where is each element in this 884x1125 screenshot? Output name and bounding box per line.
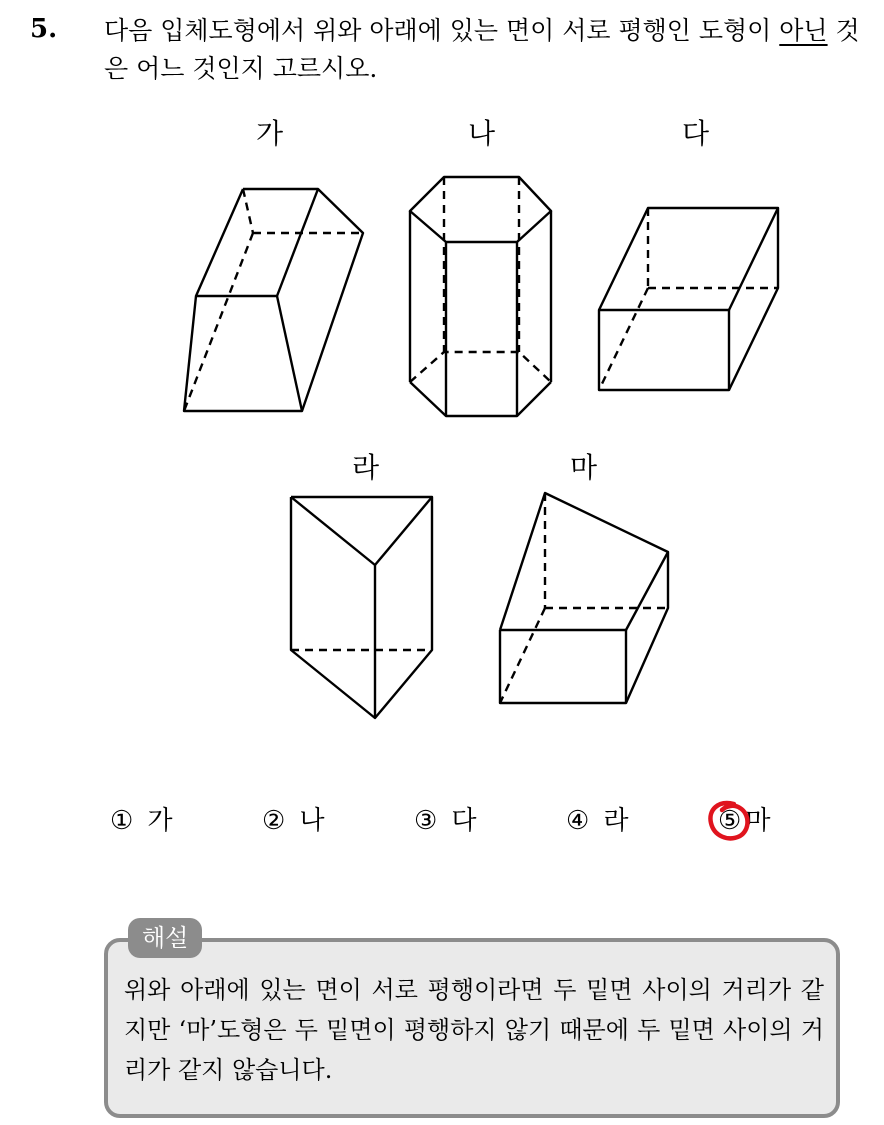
figure-label-da: 다: [682, 117, 710, 150]
choice-1-marker: ①: [110, 806, 134, 836]
figure-label-ma: 마: [570, 451, 598, 484]
choice-3-marker: ③: [414, 806, 438, 836]
choice-2-text: 나: [299, 806, 325, 836]
figure-label-ra: 라: [352, 451, 380, 484]
choice-4-text: 라: [603, 806, 629, 836]
explanation-text: 위와 아래에 있는 면이 서로 평행이라면 두 밑면 사이의 거리가 같지만 ‘마’도형은 두 밑면이 평행하지 않기 때문에 두 밑면 사이의 거리가 같지 않습니다.: [124, 976, 824, 1084]
choice-2[interactable]: [262, 800, 338, 837]
choice-2-marker: ②: [262, 806, 286, 836]
choice-1-text: 가: [147, 806, 173, 836]
choice-3-text: 다: [451, 806, 477, 836]
choice-3[interactable]: [414, 800, 490, 837]
choice-4[interactable]: [566, 800, 642, 837]
question-number: 5.: [30, 14, 58, 44]
choice-1[interactable]: [110, 800, 186, 837]
question-underlined-word: 아닌: [779, 16, 828, 45]
figure-na: [410, 177, 551, 416]
figure-ga: [184, 189, 363, 411]
explanation-tag: 해설: [128, 918, 202, 958]
figure-label-ga: 가: [256, 117, 284, 150]
choice-5-marker: ⑤: [718, 806, 742, 836]
figure-ra: [291, 497, 432, 718]
choice-5-text: 마: [745, 806, 771, 836]
question-text-before: 다음 입체도형에서 위와 아래에 있는 면이 서로 평행인 도형이: [104, 16, 780, 45]
figure-ma: [500, 493, 668, 703]
figure-label-na: 나: [468, 117, 496, 150]
choice-4-marker: ④: [566, 806, 590, 836]
question-text-after: 것은 어느 것인지 고르시오.: [104, 16, 860, 83]
figure-da: [599, 208, 778, 390]
answer-mark-circle: [704, 796, 754, 846]
